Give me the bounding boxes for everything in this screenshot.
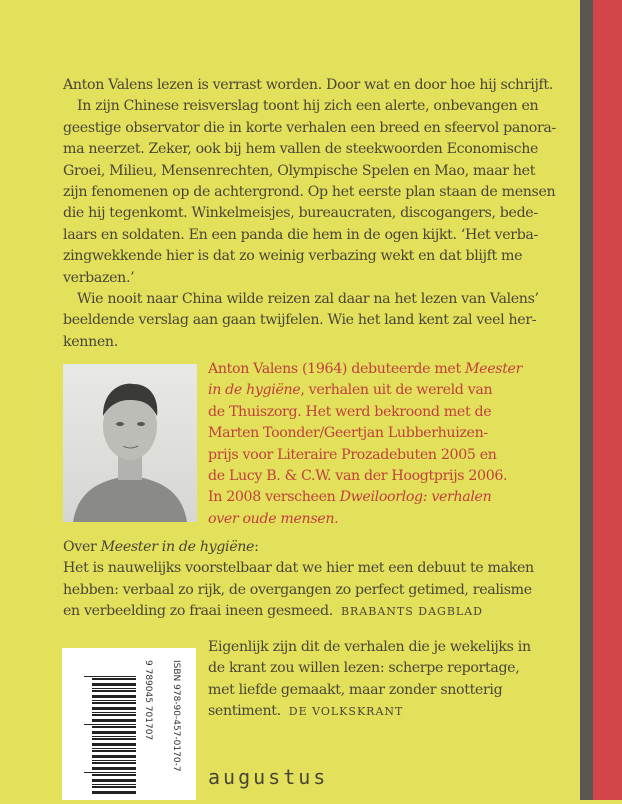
- barcode-bar: [92, 712, 136, 713]
- publisher-logo: augustus: [208, 765, 329, 789]
- barcode-bar: [92, 688, 136, 689]
- text-line: In zijn Chinese reisverslag toont hij zich een alerte, onbevangen en: [77, 98, 539, 115]
- barcode-bar: [92, 748, 136, 749]
- barcode-bar: [92, 791, 136, 794]
- svg-text:ISBN 978-90-457-0170-7: ISBN 978-90-457-0170-7: [171, 660, 181, 772]
- barcode-bar: [92, 707, 136, 710]
- text-line: kennen.: [63, 333, 118, 350]
- text-line: geestige observator die in korte verhalen een breed en sfeervol panora-: [63, 119, 556, 136]
- barcode-bar: [84, 676, 136, 677]
- spine-red-stripe: [593, 0, 622, 800]
- barcode-bar: [92, 784, 136, 785]
- barcode-bar: [92, 760, 136, 761]
- text-line: verbazen.’: [63, 269, 135, 286]
- text-line: die hij tegenkomt. Winkelmeisjes, bureaucraten, discogangers, bede-: [63, 205, 538, 222]
- barcode-bar: [92, 719, 136, 722]
- review-source: BRABANTS DAGBLAD: [340, 605, 483, 619]
- barcode-bar: [92, 767, 136, 770]
- barcode-bar: [92, 743, 136, 746]
- text-line: beeldende verslag aan gaan twijfelen. Wie het land kent zal veel her-: [63, 312, 537, 329]
- text-line: laars en soldaten. En een panda die hem in de ogen kijkt. ‘Het verba-: [63, 226, 538, 243]
- barcode-bar: [92, 762, 136, 764]
- barcode-bar: [92, 702, 136, 704]
- author-photo: [63, 364, 197, 522]
- text-line: ma neerzet. Zeker, ook bij hem vallen de steekwoorden Economische: [63, 141, 539, 158]
- barcode-bar: [92, 736, 136, 737]
- review-brabants-dagblad: Over Meester in de hygiëne: Het is nauwelijks voorstelbaar dat we hier met een debuut te maken hebben: verbaal zo rijk, de overgangen zo perfect getimed, realisme en verbeelding zo fraai ineen gesmeed. BRABANTS DAGBLAD: [63, 539, 534, 620]
- intro-text: [63, 75, 556, 353]
- barcode-bar: [92, 779, 136, 782]
- barcode-bar: [84, 772, 136, 773]
- svg-text:9 789045 701707: 9 789045 701707: [143, 660, 153, 741]
- text-line: Wie nooit naar China wilde reizen zal daar na het lezen van Valens’: [77, 291, 539, 308]
- author-bio: Anton Valens (1964) debuteerde met Meester in de hygiëne, verhalen uit de wereld van de Thuiszorg. Het werd bekroond met de Marten Toonder/Geertjan Lubberhuizen- prijs voor Literaire Prozadebuten 2005 en de Lucy B. & C.W. van der Hoogtprijs 2006. In 2008 verscheen Dweiloorlog: verhalen over oude mensen.: [208, 361, 523, 527]
- review-volkskrant: Eigenlijk zijn dit de verhalen die je wekelijks in de krant zou willen lezen: scherpe reportage, met liefde gemaakt, maar zonder snotterig sentiment. DE VOLKSKRANT: [208, 639, 531, 720]
- barcode-bar: [92, 690, 136, 692]
- text-line: zingwekkende hier is dat zo weinig verbazing wekt en dat blijft me: [63, 248, 523, 265]
- barcode-bar: [92, 774, 136, 776]
- barcode-bar: [92, 714, 136, 716]
- text-line: zijn fenomenen op de achtergrond. Op het eerste plan staan de mensen: [63, 184, 556, 201]
- barcode-bar: [92, 786, 136, 788]
- barcode: [62, 648, 196, 800]
- spine-gray-stripe: [580, 0, 593, 800]
- barcode-bar: [92, 700, 136, 701]
- barcode-bar: [92, 683, 136, 686]
- barcode-bar: [92, 695, 136, 698]
- barcode-bar: [84, 724, 136, 725]
- review-source: DE VOLKSKRANT: [288, 705, 404, 719]
- barcode-bar: [92, 726, 136, 728]
- text-line: Groei, Milieu, Mensenrechten, Olympische Spelen en Mao, maar het: [63, 162, 536, 179]
- barcode-bar: [92, 750, 136, 752]
- text-line: Anton Valens lezen is verrast worden. Door wat en door hoe hij schrijft.: [63, 77, 553, 93]
- barcode-bar: [92, 678, 136, 680]
- barcode-bar: [92, 755, 136, 758]
- barcode-bar: [92, 738, 136, 740]
- barcode-bar: [92, 731, 136, 734]
